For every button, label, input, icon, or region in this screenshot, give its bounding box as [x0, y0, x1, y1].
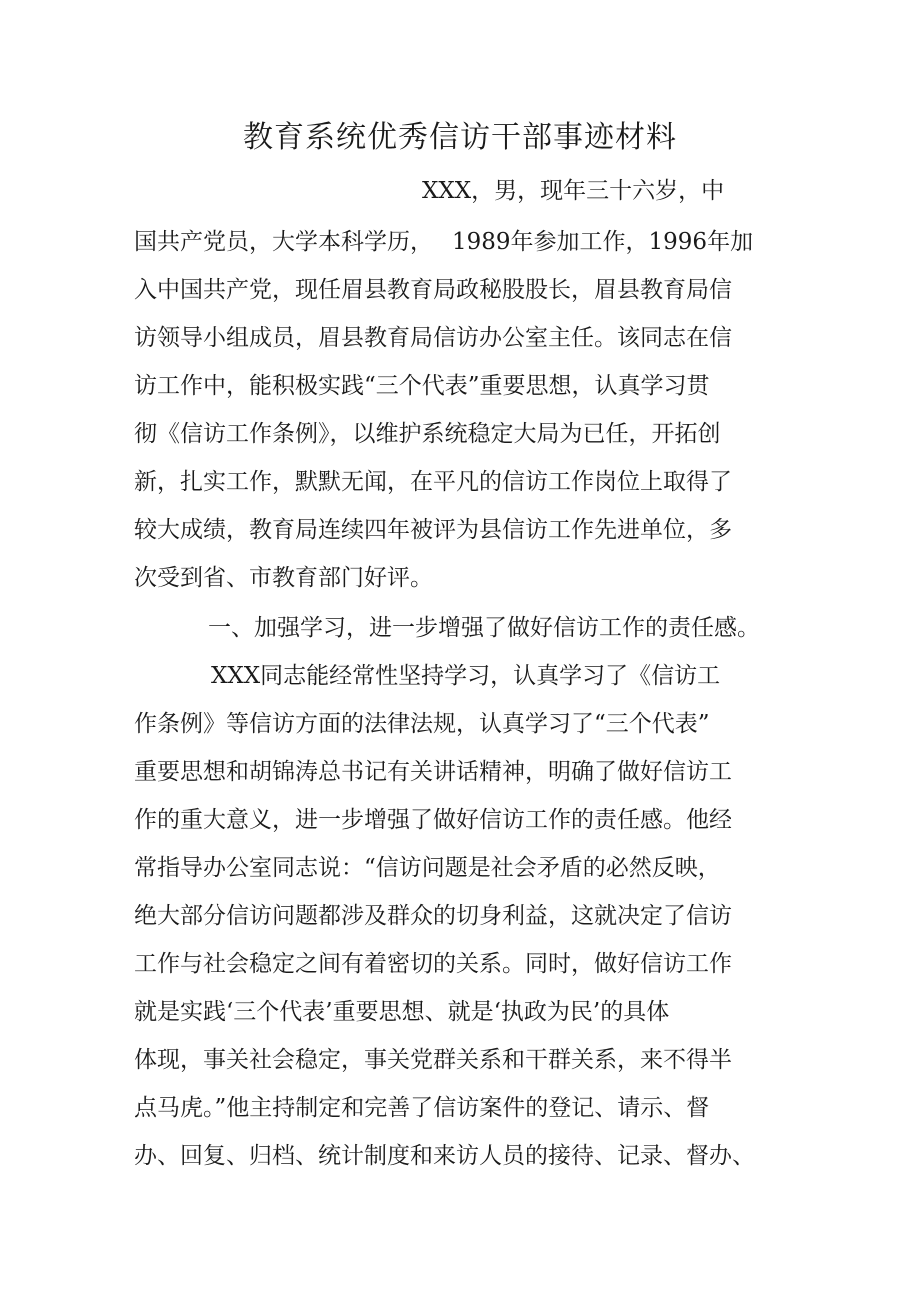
paragraph-line: 重要思想和胡锦涛总书记有关讲话精神，明确了做好信访工 — [134, 759, 732, 785]
section-heading: 一、加强学习，进一步增强了做好信访工作的责任感。 — [208, 615, 760, 641]
paragraph-line: 作的重大意义，进一步增强了做好信访工作的责任感。他经 — [134, 807, 732, 833]
paragraph-line: 体现，事关社会稳定，事关党群关系和干群关系，来不得半 — [134, 1047, 732, 1073]
paragraph-line: 新，扎实工作，默默无闻，在平凡的信访工作岗位上取得了 — [134, 469, 732, 495]
paragraph-line: 常指导办公室同志说：“信访问题是社会矛盾的必然反映， — [134, 855, 721, 881]
paragraph-line: 作条例》等信访方面的法律法规，认真学习了“三个代表” — [134, 711, 710, 737]
paragraph-line: 彻《信访工作条例》，以维护系统稳定大局为已任，开拓创 — [134, 421, 721, 447]
paragraph-line: 入中国共产党，现任眉县教育局政秘股股长，眉县教育局信 — [134, 277, 732, 303]
paragraph-line: 较大成绩，教育局连续四年被评为县信访工作先进单位，多 — [134, 517, 732, 543]
paragraph-line: 访工作中，能积极实践“三个代表”重要思想，认真学习贯 — [134, 373, 710, 399]
paragraph-line: 国共产党员，大学本科学历， — [134, 229, 433, 255]
paragraph-line: 工作与社会稳定之间有着密切的关系。同时，做好信访工作 — [134, 951, 732, 977]
paragraph-line: 就是实践‘三个代表’重要思想、就是‘执政为民’的具体 — [134, 999, 670, 1025]
paragraph-line: 访领导小组成员，眉县教育局信访办公室主任。该同志在信 — [134, 325, 732, 351]
paragraph-line: XXX同志能经常性坚持学习，认真学习了《信访工 — [211, 663, 721, 689]
paragraph-line: 绝大部分信访问题都涉及群众的切身利益，这就决定了信访 — [134, 903, 732, 929]
paragraph-line: 办、回复、归档、统计制度和来访人员的接待、记录、督办、 — [134, 1143, 755, 1169]
paragraph-line: 点马虎。”他主持制定和完善了信访案件的登记、请示、督 — [134, 1095, 710, 1121]
paragraph-line: 次受到省、市教育部门好评。 — [134, 565, 433, 591]
paragraph-line: XXX，男，现年三十六岁，中 — [422, 178, 725, 204]
paragraph-line: 1989年参加工作，1996年加 — [452, 229, 754, 255]
document-title: 教育系统优秀信访干部事迹材料 — [243, 120, 677, 155]
